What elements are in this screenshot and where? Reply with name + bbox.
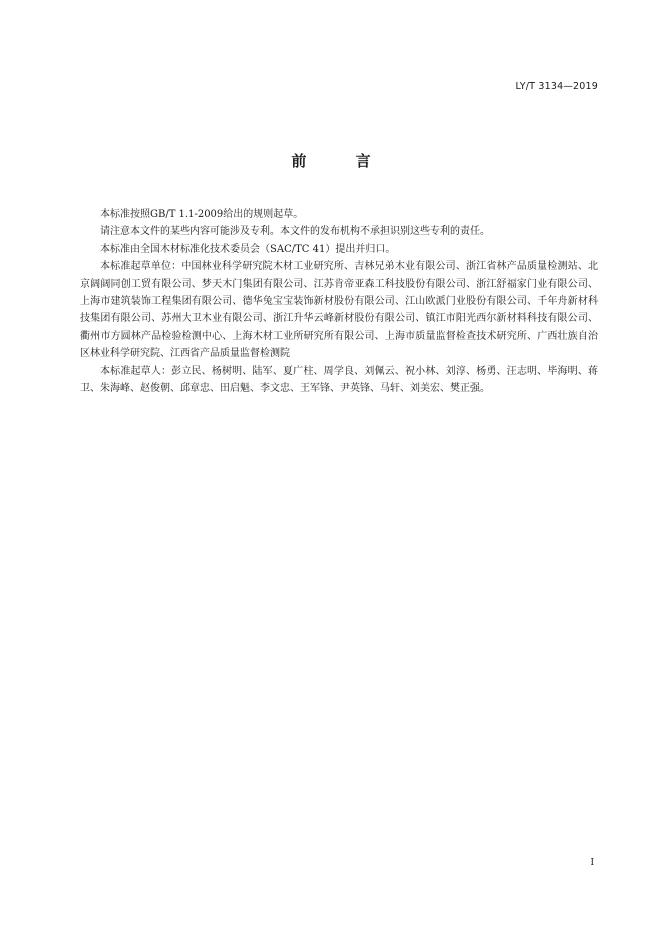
paragraph-drafting-rules: 本标准按照GB/T 1.1-2009给出的规则起草。 — [100, 209, 304, 220]
paragraph-committee: 本标准由全国木材标准化技术委员会（SAC/TC 41）提出并归口。 — [100, 243, 396, 255]
standard-code: LY/T 3134—2019 — [515, 81, 598, 92]
page-number: I — [590, 858, 594, 868]
paragraph-patent-notice: 请注意本文件的某些内容可能涉及专利。本文件的发布机构不承担识别这些专利的责任。 — [100, 226, 490, 238]
page-title: 前 言 — [291, 152, 393, 170]
paragraph-drafting-units: 本标准起草单位：中国林业科学研究院木材工业研究所、吉林兄弟木业有限公司、浙江省林产品质量检测站、北京阔阔同创工贸有限公司、梦天木门集团有限公司、江苏肯帝亚森工科技股份有限公司、浙江舒福家门业有限公司、上海市建筑装饰工程集团有限公司、德华兔宝宝装饰新材股份有限公司、江山欧派门业股份有限公司、千年舟新材科技集团有限公司、苏州大卫木业有限公司、浙江升华云峰新材股份有限公司、镇江市阳光西尔新材料科技有限公司、衢州市方圆林产品检验检测中心、上海木材工业所研究所有限公司、上海市质量监督检查技术研究所、广西壮族自治区林业科学研究院、江西省产品质量监督检测院 — [80, 261, 598, 360]
paragraph-drafters: 本标准起草人：彭立民、杨树明、陆军、夏广柱、周学良、刘佩云、祝小林、刘淳、杨勇、汪志明、毕海明、蒋卫、朱海峰、赵俊朝、邱章忠、田启魁、李文忠、王军锋、尹英锋、马轩、刘美宏、樊正强。 — [80, 365, 598, 395]
foreword-body — [80, 206, 598, 397]
